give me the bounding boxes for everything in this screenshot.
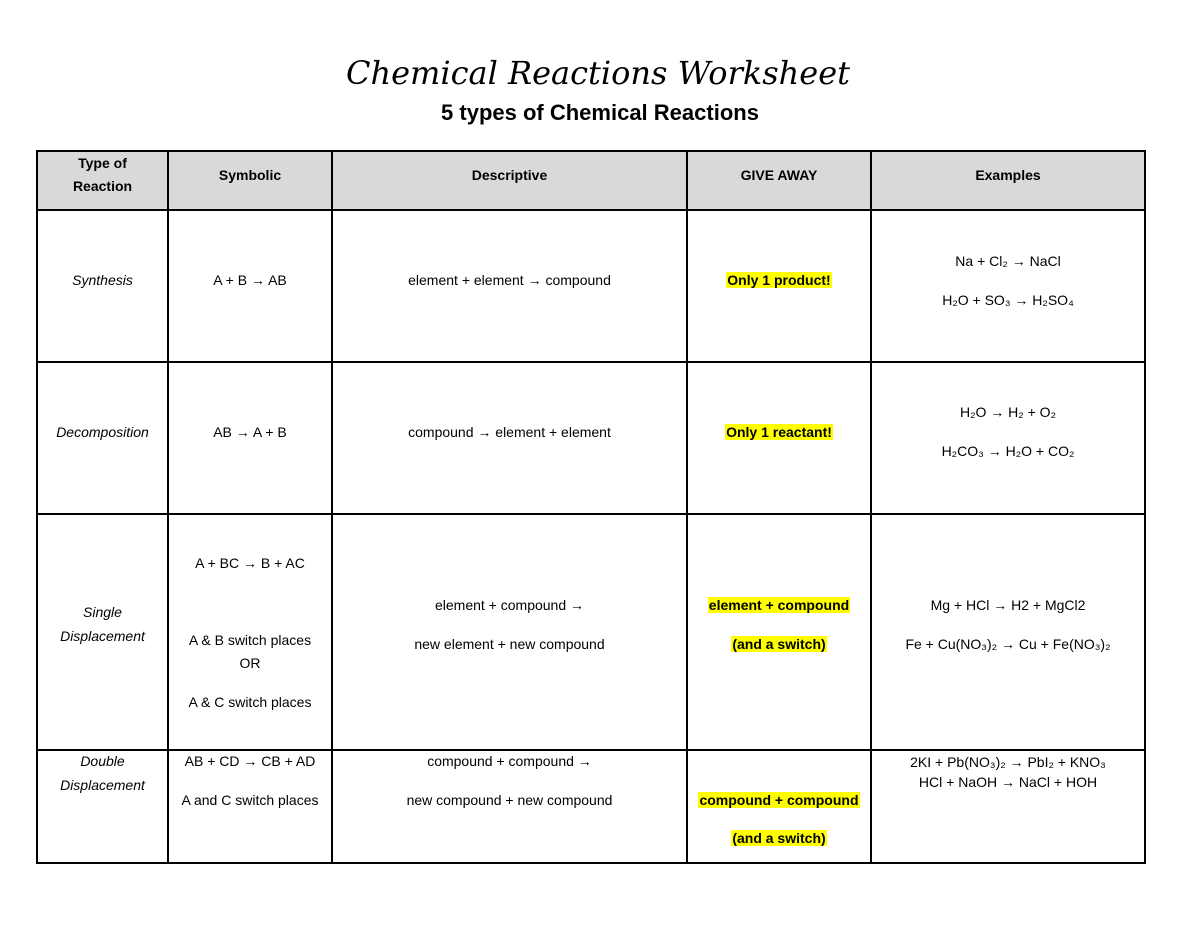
symbolic-text: A + BC → B + AC <box>195 555 305 571</box>
reaction-type: Single <box>83 604 122 620</box>
example-equation: H₂O + SO₃ → H₂SO₄ <box>942 292 1074 308</box>
descriptive-text: new compound + new compound <box>406 792 613 808</box>
symbolic-text: A & C switch places <box>188 694 312 710</box>
give-away-cell <box>687 750 871 863</box>
worksheet-title: Chemical Reactions Worksheet <box>345 54 851 92</box>
header-symbolic <box>168 151 332 210</box>
example-equation: HCl + NaOH → NaCl + HOH <box>918 774 1098 790</box>
symbolic-cell <box>168 210 332 362</box>
type-cell <box>37 750 168 863</box>
header-type-line1: Type of <box>78 155 127 171</box>
reaction-type: Decomposition <box>56 424 149 440</box>
reaction-type: Double <box>80 753 125 769</box>
symbolic-cell <box>168 362 332 514</box>
examples-cell <box>871 362 1145 514</box>
descriptive-cell <box>332 210 687 362</box>
symbolic-text: AB + CD → CB + AD <box>184 753 316 769</box>
example-equation: 2KI + Pb(NO₃)₂ → PbI₂ + KNO₃ <box>910 754 1106 770</box>
reaction-type: Displacement <box>60 628 145 644</box>
descriptive-cell <box>332 362 687 514</box>
table-row <box>37 514 1145 750</box>
symbolic-text: A and C switch places <box>181 792 319 808</box>
header-give-away <box>687 151 871 210</box>
examples-cell <box>871 210 1145 362</box>
symbolic-cell <box>168 514 332 750</box>
give-away-highlight: Only 1 product! <box>727 272 831 288</box>
header-row <box>37 151 1145 210</box>
table-row <box>37 362 1145 514</box>
give-away-highlight: compound + compound <box>699 792 859 808</box>
example-equation: H₂O → H₂ + O₂ <box>959 404 1057 420</box>
descriptive-cell <box>332 750 687 863</box>
give-away-highlight: (and a switch) <box>732 636 826 652</box>
reaction-type: Displacement <box>60 777 145 793</box>
descriptive-text: compound → element + element <box>408 424 611 440</box>
example-equation: Mg + HCl → H2 + MgCl2 <box>930 597 1086 613</box>
example-equation: Na + Cl₂ → NaCl <box>955 253 1061 269</box>
header-examples-label: Examples <box>975 167 1041 183</box>
example-equation: Fe + Cu(NO₃)₂ → Cu + Fe(NO₃)₂ <box>905 636 1111 652</box>
descriptive-text: compound + compound → <box>427 753 592 769</box>
table-row <box>37 210 1145 362</box>
give-away-cell <box>687 210 871 362</box>
symbolic-text: OR <box>239 655 261 671</box>
header-examples <box>871 151 1145 210</box>
header-type <box>37 151 168 210</box>
worksheet-subtitle: 5 types of Chemical Reactions <box>441 100 759 125</box>
symbolic-text: AB → A + B <box>213 424 287 440</box>
symbolic-text: A + B → AB <box>213 272 287 288</box>
examples-cell <box>871 750 1145 863</box>
descriptive-cell <box>332 514 687 750</box>
examples-cell <box>871 514 1145 750</box>
header-type-line2: Reaction <box>72 178 133 194</box>
symbolic-text: A & B switch places <box>188 632 312 648</box>
header-symbolic-label: Symbolic <box>218 167 282 183</box>
give-away-cell <box>687 514 871 750</box>
descriptive-text: element + element → compound <box>408 272 611 288</box>
descriptive-text: element + compound → <box>434 597 585 613</box>
descriptive-text: new element + new compound <box>414 636 605 652</box>
type-cell <box>37 210 168 362</box>
header-descriptive <box>332 151 687 210</box>
reactions-table <box>36 150 1146 864</box>
type-cell <box>37 362 168 514</box>
header-descriptive-label: Descriptive <box>471 167 548 183</box>
reaction-type: Synthesis <box>72 272 133 288</box>
give-away-highlight: element + compound <box>708 597 850 613</box>
header-give-away-label: GIVE AWAY <box>740 167 818 183</box>
give-away-cell <box>687 362 871 514</box>
table-row <box>37 750 1145 863</box>
type-cell <box>37 514 168 750</box>
give-away-highlight: Only 1 reactant! <box>726 424 832 440</box>
give-away-highlight: (and a switch) <box>732 830 826 846</box>
symbolic-cell <box>168 750 332 863</box>
example-equation: H₂CO₃ → H₂O + CO₂ <box>941 443 1075 459</box>
